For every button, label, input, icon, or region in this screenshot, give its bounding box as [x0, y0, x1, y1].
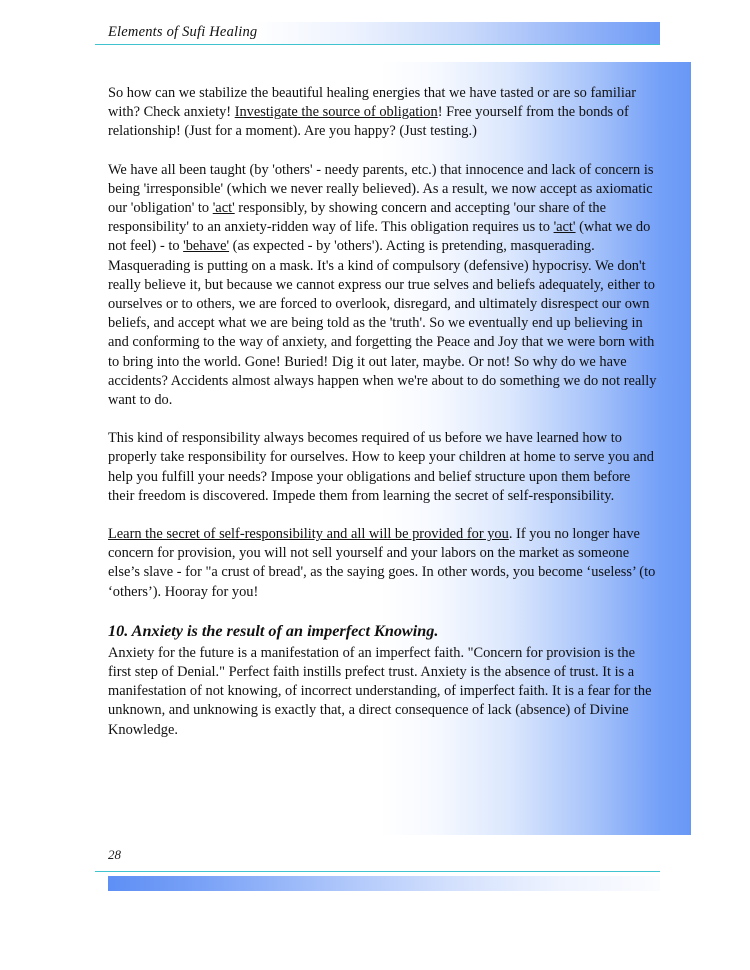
paragraph: [108, 525, 660, 602]
running-header-title: Elements of Sufi Healing: [108, 24, 258, 40]
underlined-phrase: Learn the secret of self-responsibility and all will be provided for you: [108, 526, 509, 543]
page-body-content: [108, 84, 660, 740]
underlined-phrase: 'act': [553, 219, 576, 236]
text-run: . If you no longer have concern for provision, you will not sell yourself and your labors on the market as someone else’s slave - for "a crust of bread', as the saying goes. In other words, you become ‘useless’ (to ‘others’). Hooray for you!: [108, 526, 656, 600]
paragraph: [108, 644, 660, 740]
page-number: 28: [108, 847, 121, 862]
paragraph: [108, 161, 660, 411]
footer-gradient-band: [108, 876, 660, 891]
text-run: We have all been taught (by 'others' - needy parents, etc.) that innocence and lack of concern is being 'irresponsible' (which we never really believed). As a result, we now accept as axiomatic our 'obligation' to: [108, 161, 654, 217]
header-divider-rule: [95, 44, 660, 45]
paragraph: [108, 429, 660, 506]
text-run: (what we do not feel) - to: [108, 219, 651, 255]
section-heading: 10. Anxiety is the result of an imperfect Knowing.: [108, 621, 439, 640]
text-run: Anxiety for the future is a manifestation of an imperfect faith. "Concern for provision is the first step of Denial." Perfect faith instills prefect trust. Anxiety is the absence of trust. It is a manifestation of not knowing, of incorrect understanding, of imperfect faith. It is a fear for the unknown, and unknowing is exactly that, a direct consequence of lack (absence) of Divine Knowledge.: [108, 644, 652, 738]
paragraph: [108, 84, 660, 142]
text-run: So how can we stabilize the beautiful healing energies that we have tasted or are so familiar with? Check anxiety!: [108, 85, 636, 121]
section-block: [108, 621, 660, 740]
text-run: This kind of responsibility always becomes required of us before we have learned how to properly take responsibility for ourselves. How to keep your children at home to serve you and help you fulfill your needs? Impose your obligations and belief structure upon them before their freedom is discovered. Impede them from learning the secret of self-responsibility.: [108, 430, 654, 504]
text-run: ! Free yourself from the bonds of relationship! (Just for a moment). Are you happy? (Just testing.): [108, 104, 629, 140]
text-run: (as expected - by 'others'). Acting is pretending, masquerading. Masquerading is putting on a mask. It's a kind of compulsory (defensive) hypocrisy. We don't really believe it, but because we cannot express our true selves and beliefs adequately, either to ourselves or to others, we are forced to overlook, disregard, and ultimately disrespect our own beliefs, and accept what we are being told as the 'truth'. So we eventually end up believing in and conforming to the way of anxiety, and forgetting the Peace and Joy that we were born with to bring into the world. Gone! Buried! Dig it out later, maybe. Or not! So why do we have accidents? Accidents almost always happen when we're about to do something we do not really want to do.: [108, 238, 657, 409]
underlined-phrase: Investigate the source of obligation: [234, 104, 438, 121]
text-run: responsibly, by showing concern and accepting 'our share of the responsibility' to an anxiety-ridden way of life. This obligation requires us to: [108, 200, 606, 236]
underlined-phrase: 'act': [212, 200, 235, 217]
footer-divider-rule: [95, 871, 660, 872]
underlined-phrase: 'behave': [183, 238, 230, 255]
